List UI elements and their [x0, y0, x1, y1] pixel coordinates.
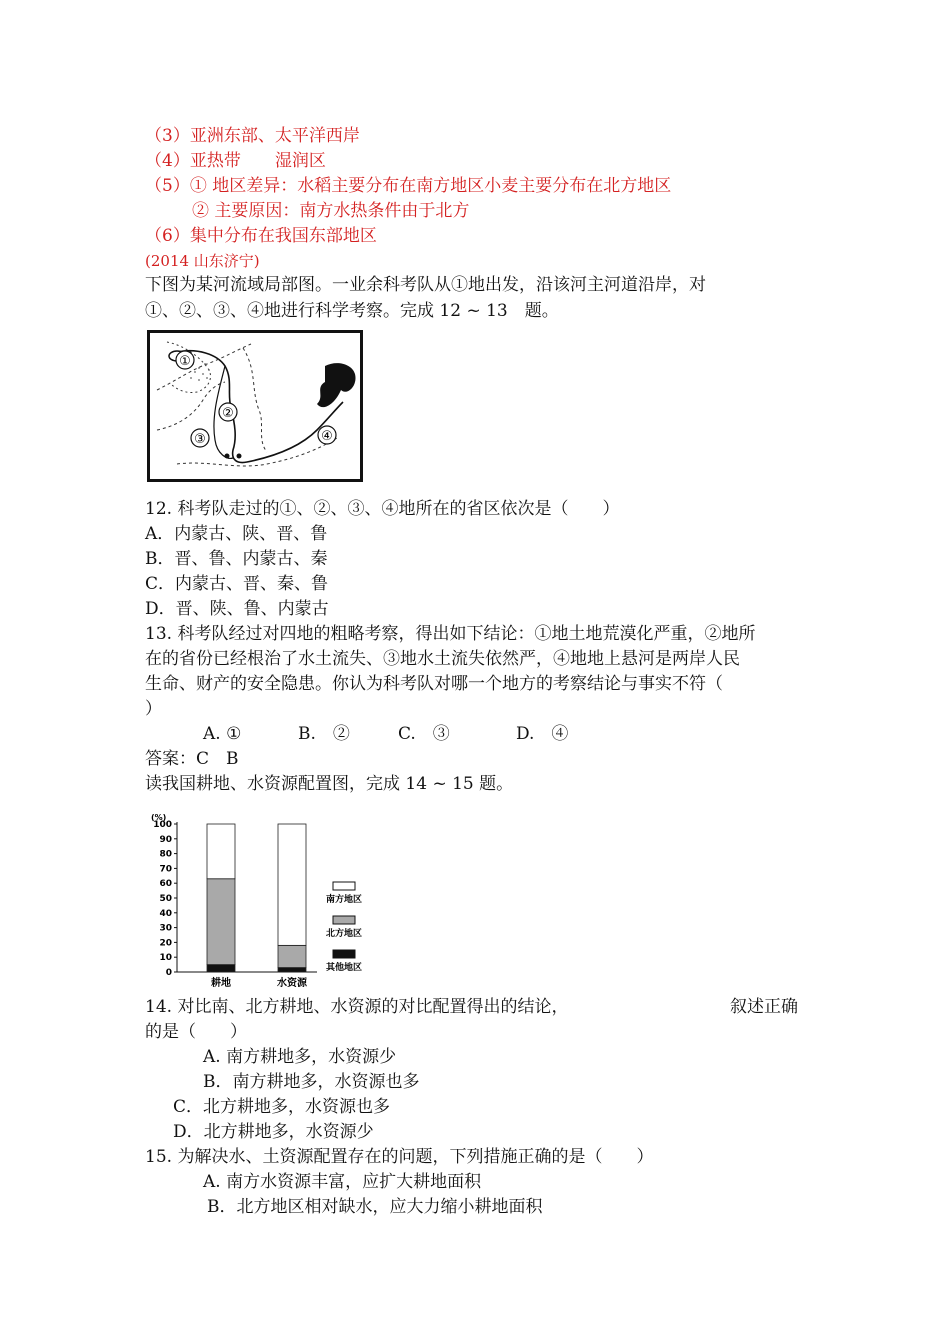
q13-option-a: A. ①: [203, 724, 242, 744]
q13-option-d: D. ④: [516, 724, 569, 744]
q12-option-d: D．晋、陕、鲁、内蒙古: [145, 599, 329, 619]
q15-option-a: A. 南方水资源丰富，应扩大耕地面积: [203, 1172, 482, 1192]
y-tick-label: 100: [153, 820, 172, 830]
q14-stem-left: 14. 对比南、北方耕地、水资源的对比配置得出的结论，: [145, 997, 569, 1017]
bar-segment: [278, 945, 306, 967]
answer-line-6: （6）集中分布在我国东部地区: [145, 226, 377, 246]
legend-swatch: [333, 916, 355, 924]
y-tick-label: 90: [159, 834, 172, 845]
q13-option-b: B. ②: [298, 724, 350, 744]
map-label-2: ②: [222, 406, 234, 421]
intro-line-1: 下图为某河流域局部图。一业余科考队从①地出发，沿该河主河道沿岸，对: [145, 275, 706, 295]
answer-line-5: （5）① 地区差异：水稻主要分布在南方地区小麦主要分布在北方地区: [145, 176, 672, 196]
answer-key: 答案：C B: [145, 749, 239, 769]
q12-option-a: A．内蒙古、陕、晋、鲁: [145, 524, 328, 544]
legend-label: 南方地区: [325, 895, 363, 905]
bar-segment: [207, 824, 235, 879]
q13-stem-4: ）: [145, 699, 162, 719]
q12-stem: 12. 科考队走过的①、②、③、④地所在的省区依次是（ ）: [145, 499, 620, 519]
x-tick-label: 水资源: [277, 978, 307, 989]
legend-swatch: [333, 882, 355, 890]
dam-dot-1: [225, 454, 230, 459]
bar-segment: [278, 824, 306, 945]
y-axis-label: (%): [151, 813, 167, 822]
intro-line-2: ①、②、③、④地进行科学考察。完成 12 ~ 13 题。: [145, 301, 559, 321]
bar-segment: [207, 879, 235, 965]
q13-stem-1: 13. 科考队经过对四地的粗略考察，得出如下结论：①地土地荒漠化严重，②地所: [145, 624, 756, 644]
q14-stem-right: 叙述正确: [730, 997, 798, 1017]
legend-swatch: [333, 950, 355, 958]
y-tick-label: 70: [159, 864, 172, 875]
q12-option-c: C．内蒙古、晋、秦、鲁: [145, 574, 329, 594]
q13-stem-3: 生命、财产的安全隐患。你认为科考队对哪一个地方的考察结论与事实不符（: [145, 674, 723, 694]
q15-stem: 15. 为解决水、土资源配置存在的问题，下列措施正确的是（ ）: [145, 1147, 654, 1167]
y-tick-label: 50: [159, 894, 172, 904]
resource-chart: [145, 812, 395, 990]
q12-option-b: B．晋、鲁、内蒙古、秦: [145, 549, 328, 569]
y-tick-label: 0: [165, 968, 172, 978]
q14-option-d: D．北方耕地多，水资源少: [173, 1122, 374, 1142]
map-label-4: ④: [321, 429, 333, 444]
answer-line-4: （4）亚热带 湿润区: [145, 151, 326, 171]
q14-option-c: C．北方耕地多，水资源也多: [173, 1097, 391, 1117]
source-tag: (2014 山东济宁): [145, 252, 260, 270]
bar-segment: [207, 965, 235, 972]
q13-stem-2: 在的省份已经根治了水土流失、③地水土流失依然严，④地地上悬河是两岸人民: [145, 649, 740, 669]
q14-stem-2: 的是（ ）: [145, 1022, 247, 1042]
legend-label: 北方地区: [325, 929, 363, 939]
q13-option-c: C. ③: [398, 724, 450, 744]
y-tick-label: 80: [159, 849, 172, 860]
y-tick-label: 40: [159, 908, 172, 919]
dam-dot-2: [237, 454, 242, 459]
y-tick-label: 20: [159, 938, 172, 949]
bar-segment: [278, 968, 306, 972]
map-label-1: ①: [179, 354, 191, 369]
y-tick-label: 60: [159, 879, 172, 890]
river-basin-map: [147, 330, 363, 482]
y-tick-label: 10: [159, 953, 172, 964]
q15-option-b: B．北方地区相对缺水，应大力缩小耕地面积: [207, 1197, 543, 1217]
intro-line-3: 读我国耕地、水资源配置图，完成 14 ~ 15 题。: [145, 774, 514, 794]
y-tick-label: 30: [159, 923, 172, 934]
q14-option-b: B．南方耕地多，水资源也多: [203, 1072, 420, 1092]
x-tick-label: 耕地: [211, 978, 231, 989]
answer-line-5b: ② 主要原因：南方水热条件由于北方: [192, 201, 470, 221]
answer-line-3: （3）亚洲东部、太平洋西岸: [145, 126, 360, 146]
legend-label: 其他地区: [325, 963, 363, 973]
q14-option-a: A. 南方耕地多，水资源少: [203, 1047, 397, 1067]
map-label-3: ③: [194, 432, 206, 447]
